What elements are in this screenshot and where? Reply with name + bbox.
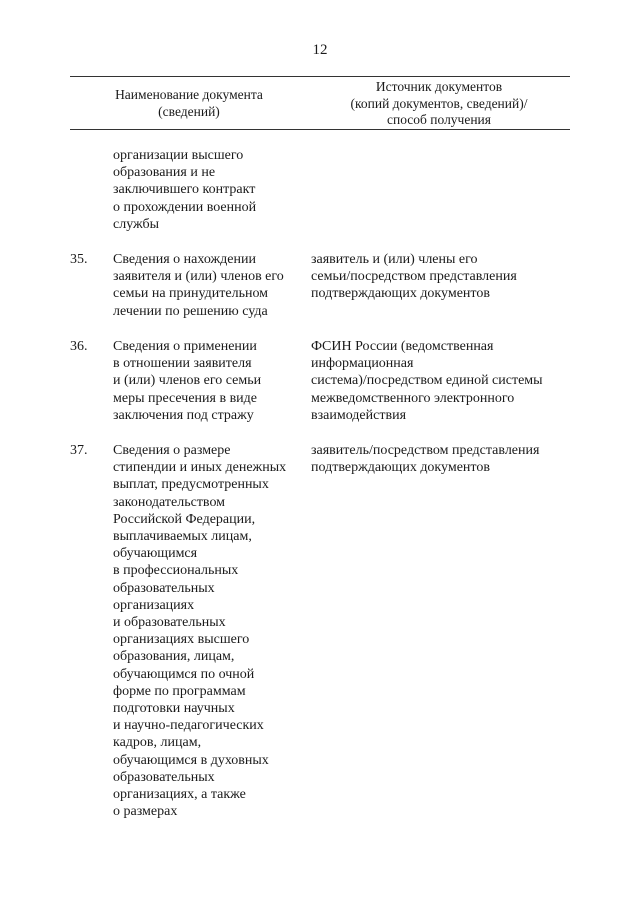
page-number: 12 [312,42,328,58]
row-35-name: Сведения о нахождении заявителя и (или) членов его семьи на принудительном лечении по решению суда [113,252,284,319]
row-36-number: 36. [70,339,88,354]
continued-row-name: организации высшего образования и не заключившего контракт о прохождении военной службы [113,148,257,232]
row-35-number: 35. [70,252,88,267]
column-header-document-source: Источник документов (копий документов, сведений)/ способ получения [350,79,528,127]
row-36-source: ФСИН России (ведомственная информационная система)/посредством единой системы межведомственного электронного взаимодействия [311,339,543,423]
column-header-document-name: Наименование документа (сведений) [115,87,263,119]
row-37-source: заявитель/посредством представления подтверждающих документов [311,443,540,476]
table-header-top-rule [70,76,570,77]
table-header-bottom-rule [70,129,570,130]
row-37-name: Сведения о размере стипендии и иных денежных выплат, предусмотренных законодательством Российской Федерации, выплачиваемых лицам, обучающимся в профессиональных образовательных организациях и образовательных организациях высшего образования, лицам, обучающимся по очной форме по программам подготовки научных и научно-педагогических кадров, лицам, обучающимся в духовных образовательных организациях, а также о размерах [113,443,287,820]
row-35-source: заявитель и (или) члены его семьи/посредством представления подтверждающих документов [311,252,517,302]
row-36-name: Сведения о применении в отношении заявителя и (или) членов его семьи меры пресечения в виде заключения под стражу [113,339,262,423]
row-37-number: 37. [70,443,88,458]
